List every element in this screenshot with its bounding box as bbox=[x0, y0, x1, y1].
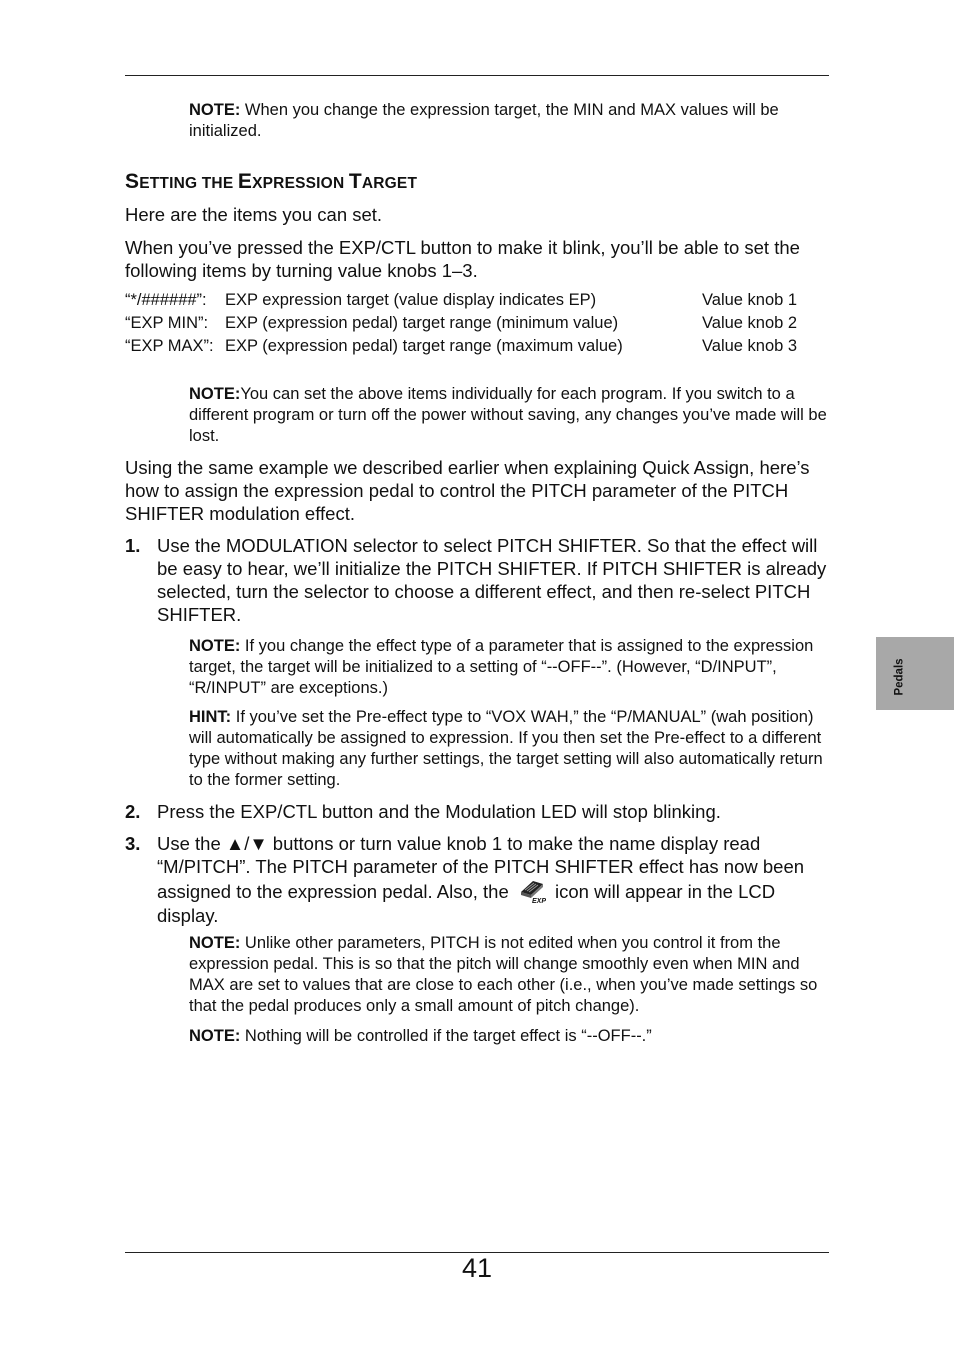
item-key: “EXP MAX”: bbox=[125, 337, 214, 355]
heading-cap: T bbox=[348, 170, 362, 193]
section-side-tab bbox=[876, 637, 954, 710]
step-text-part: icon will appear in the LCD display. bbox=[157, 881, 776, 926]
example-block bbox=[125, 456, 829, 525]
note-off-target bbox=[189, 1026, 829, 1047]
heading-smallcaps: ETTING THE bbox=[139, 175, 238, 192]
item-knob: Value knob 3 bbox=[702, 337, 798, 355]
page-number: 41 bbox=[461, 1253, 493, 1283]
item-desc: EXP (expression pedal) target range (minimum value) bbox=[225, 314, 619, 332]
note-expression-target bbox=[189, 100, 829, 142]
step-text: Press the EXP/CTL button and the Modulation LED will stop blinking. bbox=[157, 801, 721, 822]
items-row bbox=[125, 314, 797, 337]
item-knob: Value knob 2 bbox=[702, 314, 798, 332]
step-text bbox=[157, 832, 829, 927]
step-2 bbox=[125, 800, 829, 823]
hint-vox-wah bbox=[189, 707, 829, 791]
intro-block bbox=[125, 203, 829, 226]
step-number: 2. bbox=[125, 801, 141, 822]
items-row bbox=[125, 291, 797, 314]
intro-text: Here are the items you can set. bbox=[125, 204, 383, 225]
note-text: When you change the expression target, the MIN and MAX values will be initialized. bbox=[189, 101, 779, 140]
item-knob: Value knob 1 bbox=[702, 291, 798, 309]
item-key: “*/######”: bbox=[125, 291, 207, 309]
item-desc: EXP expression target (value display indicates EP) bbox=[225, 291, 597, 309]
note-label: NOTE: bbox=[189, 385, 241, 403]
step-3 bbox=[125, 832, 829, 927]
instruction-block bbox=[125, 236, 829, 282]
heading-smallcaps: XPRESSION bbox=[252, 175, 349, 192]
item-key: “EXP MIN”: bbox=[125, 314, 209, 332]
item-desc: EXP (expression pedal) target range (maximum value) bbox=[225, 337, 623, 355]
items-row bbox=[125, 337, 797, 360]
heading-cap: S bbox=[125, 170, 140, 193]
note-pitch-smooth bbox=[189, 933, 829, 1017]
note-individual-settings bbox=[189, 384, 829, 447]
exp-pedal-icon bbox=[518, 878, 546, 904]
heading-smallcaps: ARGET bbox=[361, 175, 418, 192]
note-text: If you change the effect type of a parameter that is assigned to the expression target, the target will be initialized to a setting of “--OFF--”. (However, “D/INPUT”, “R/INPUT” are exceptions.) bbox=[189, 637, 814, 697]
step-text-part: Use the ▲/▼ buttons or turn value knob 1 to make the name display read “M/PITCH”. The PITCH parameter of the PITCH SHIFTER effect has now been assigned to the expression pedal. Also, the bbox=[157, 833, 805, 902]
note-label: NOTE: bbox=[189, 934, 241, 952]
note-text: Nothing will be controlled if the target effect is “--OFF--.” bbox=[240, 1027, 652, 1045]
step-number: 1. bbox=[125, 535, 141, 556]
items-table bbox=[125, 291, 797, 360]
step-1 bbox=[125, 534, 829, 626]
note-label: NOTE: bbox=[189, 637, 241, 655]
exp-icon-label: EXP bbox=[531, 898, 546, 904]
top-rule bbox=[125, 75, 829, 76]
instruction-text: When you’ve pressed the EXP/CTL button to make it blink, you’ll be able to set the following items by turning value knobs 1–3. bbox=[125, 237, 800, 281]
step-text: Use the MODULATION selector to select PITCH SHIFTER. So that the effect will be easy to hear, we’ll initialize the PITCH SHIFTER. If PITCH SHIFTER is already selected, turn the selector to choose a different effect, and then re-select PITCH SHIFTER. bbox=[157, 535, 827, 625]
hint-label: HINT: bbox=[189, 708, 232, 726]
example-text: Using the same example we described earlier when explaining Quick Assign, here’s how to assign the expression pedal to control the PITCH parameter of the PITCH SHIFTER modulation effect. bbox=[125, 457, 810, 524]
heading-cap: E bbox=[237, 170, 253, 193]
section-heading bbox=[125, 170, 417, 194]
note-text: You can set the above items individually for each program. If you switch to a different program or turn off the power without saving, any changes you’ve made will be lost. bbox=[189, 385, 827, 445]
note-label: NOTE: bbox=[189, 1027, 241, 1045]
side-tab-label: Pedals bbox=[893, 658, 906, 696]
note-text: Unlike other parameters, PITCH is not edited when you control it from the expression pedal. This is so that the pitch will change smoothly even when MIN and MAX are set to values that are close to each other (i.e., when you’ve made settings so that the pedal produces only a small amount of pitch change). bbox=[189, 934, 818, 1015]
note-label: NOTE: bbox=[189, 101, 241, 119]
step-number: 3. bbox=[125, 833, 141, 854]
hint-text: If you’ve set the Pre-effect type to “VOX WAH,” the “P/MANUAL” (wah position) will automatically be assigned to expression. If you then set the Pre-effect to a different type without making any further settings, the target setting will also automatically return to the former setting. bbox=[189, 708, 823, 789]
note-effect-type bbox=[189, 636, 829, 699]
